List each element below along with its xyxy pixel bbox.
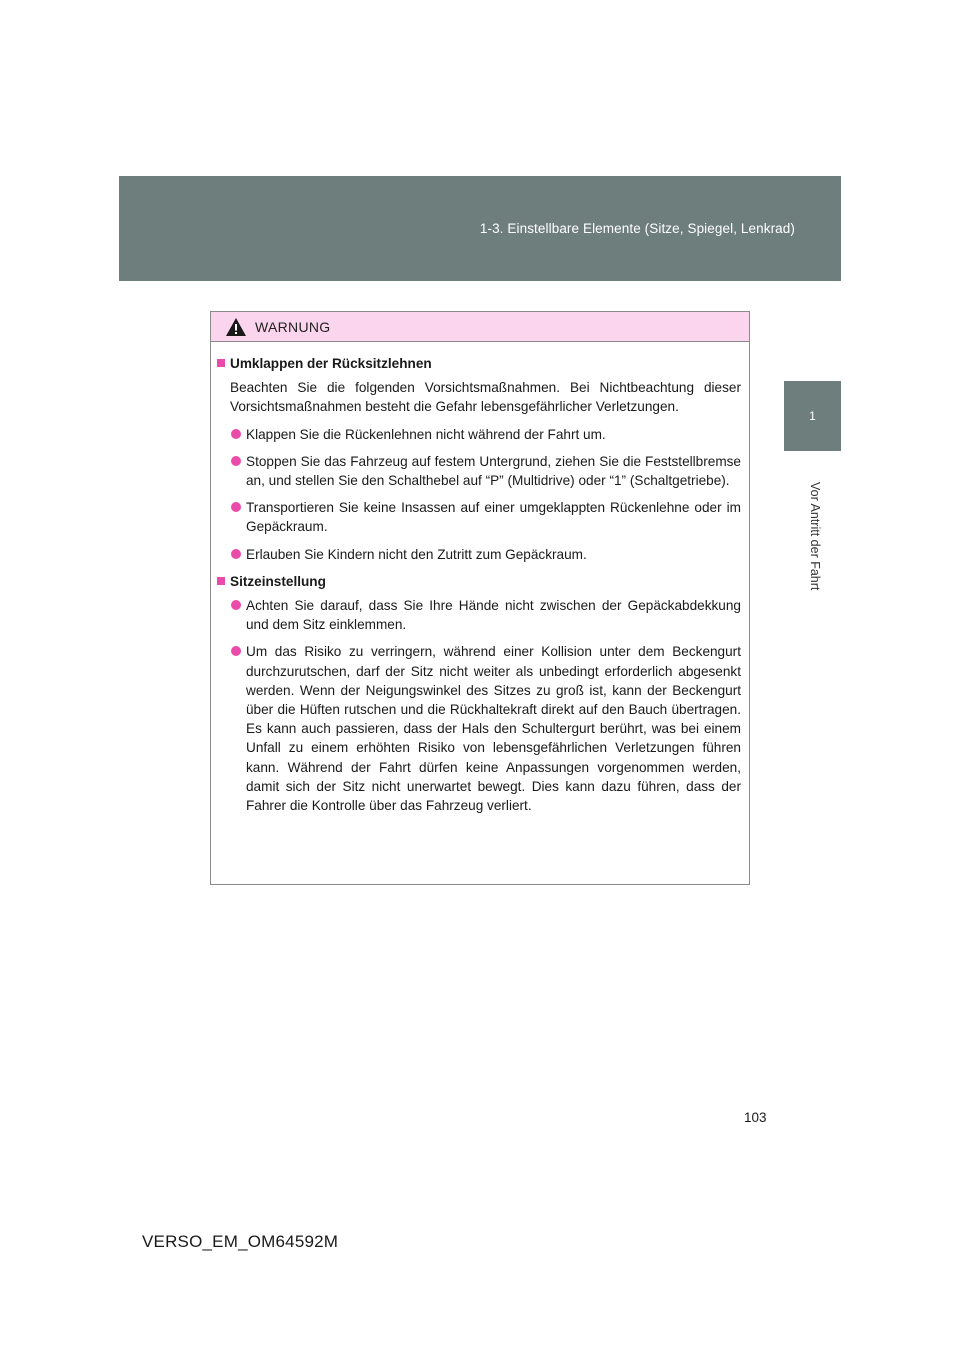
section-title-text: Umklappen der Rücksitzlehnen — [230, 356, 432, 371]
list-item — [231, 425, 741, 444]
chapter-label: Vor Antritt der Fahrt — [808, 482, 822, 591]
list-item-text: Stoppen Sie das Fahrzeug auf festem Untergrund, ziehen Sie die Feststellbremse an, und stellen Sie den Schalthebel auf “P” (Multidrive) oder “1” (Schaltgetriebe). — [246, 453, 741, 489]
chapter-tab — [784, 381, 841, 451]
list-item-text: Erlauben Sie Kindern nicht den Zutritt zum Gepäckraum. — [246, 546, 587, 562]
warning-header — [211, 312, 749, 342]
warning-box — [210, 311, 750, 885]
list-item-text: Transportieren Sie keine Insassen auf einer umgeklappten Rückenlehne oder im Gepäckraum. — [246, 500, 741, 535]
round-bullet-icon — [231, 646, 241, 656]
warning-triangle-icon — [225, 317, 247, 337]
list-item — [231, 545, 741, 564]
round-bullet-icon — [231, 600, 241, 610]
warning-content — [211, 342, 749, 815]
list-item-text: Um das Risiko zu verringern, während einer Kollision unter dem Beckengurt durchzurutschen, darf der Sitz nicht weiter als unbedingt erforderlich abgesenkt werden. Wenn der Neigungswinkel des Sitzes zu groß ist, kann der Beckengurt über die Hüften rutschen und die Rückhaltekraft direkt auf den Bauch übertragen. Es kann auch passieren, dass der Hals den Schultergurt berührt, was bei einem Unfall zu einem erhöhten Risiko von lebensgefährlichen Verletzungen führen kann. Während der Fahrt dürfen keine Anpassungen vorgenommen werden, damit sich der Sitz nicht unerwartet bewegt. Dies kann dazu führen, dass der Fahrer die Kontrolle über das Fahrzeug verliert. — [246, 644, 741, 814]
section-intro: Beachten Sie die folgenden Vorsichtsmaßnahmen. Bei Nichtbeachtung dieser Vorsichtsmaßnahmen besteht die Gefahr lebensgefährlicher Verletzungen. — [230, 380, 741, 415]
round-bullet-icon — [231, 502, 241, 512]
section-header: 1-3. Einstellbare Elemente (Sitze, Spiegel, Lenkrad) — [479, 221, 795, 236]
section-title — [217, 572, 741, 591]
list-item — [231, 452, 741, 490]
header-band — [119, 176, 841, 281]
square-bullet-icon — [217, 359, 225, 367]
list-item-text: Klappen Sie die Rückenlehnen nicht während der Fahrt um. — [246, 426, 606, 442]
section-title-text: Sitzeinstellung — [230, 573, 326, 589]
chapter-number: 1 — [809, 409, 816, 423]
list-item — [231, 596, 741, 634]
round-bullet-icon — [231, 549, 241, 559]
round-bullet-icon — [231, 456, 241, 466]
section-title — [217, 354, 741, 373]
list-item — [231, 642, 741, 815]
footer-code: VERSO_EM_OM64592M — [142, 1232, 339, 1251]
page-number: 103 — [744, 1110, 767, 1125]
warning-title: WARNUNG — [255, 318, 331, 335]
list-item-text: Achten Sie darauf, dass Sie Ihre Hände nicht zwischen der Gepäckabdekkung und dem Sitz einklemmen. — [246, 598, 741, 633]
round-bullet-icon — [231, 429, 241, 439]
list-item — [231, 498, 741, 536]
square-bullet-icon — [217, 577, 225, 585]
